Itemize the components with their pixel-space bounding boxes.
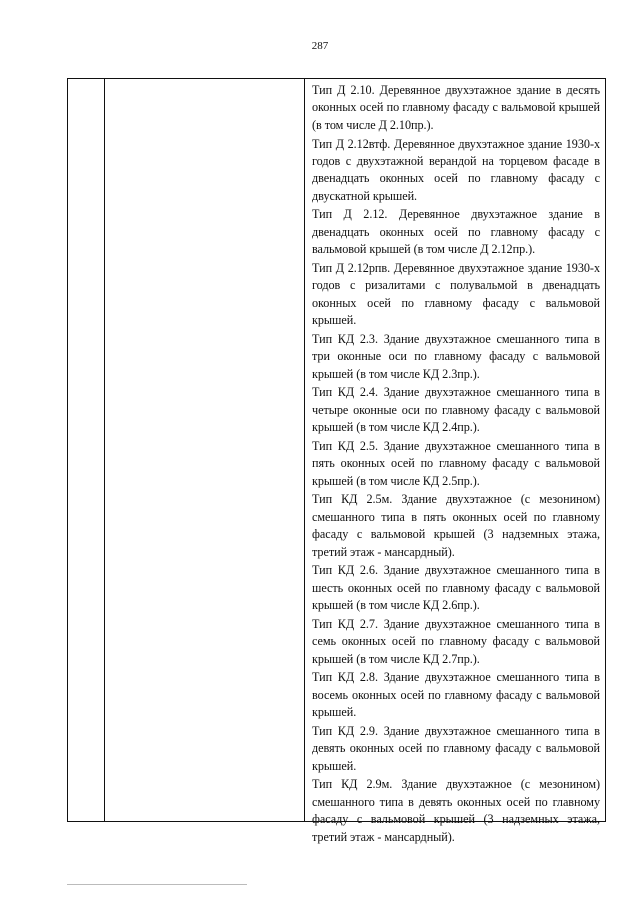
footer-divider xyxy=(67,884,247,885)
list-item: Тип Д 2.10. Деревянное двухэтажное здание в десять оконных осей по главному фасаду с вальмовой крышей (в том числе Д 2.10пр.). xyxy=(312,83,600,132)
list-item: Тип КД 2.9м. Здание двухэтажное (с мезонином) смешанного типа в девять оконных осей по главному фасаду с вальмовой крышей (3 надземных этажа, третий этаж - мансардный). xyxy=(312,777,600,844)
table-column-divider-2 xyxy=(304,79,305,821)
list-item: Тип КД 2.9. Здание двухэтажное смешанного типа в девять оконных осей по главному фасаду с вальмовой крышей. xyxy=(312,723,600,773)
list-item: Тип КД 2.4. Здание двухэтажное смешанного типа в четыре оконные оси по главному фасаду с вальмовой крышей (в том числе КД 2.4пр.). xyxy=(312,385,600,435)
list-item: Тип Д 2.12рпв. Деревянное двухэтажное здание 1930-х годов с ризалитами с полувальмой в двенадцать оконных осей по главному фасаду с вальмовой крышей. xyxy=(312,260,600,328)
table-column-divider-1 xyxy=(104,79,105,821)
list-item: Тип Д 2.12. Деревянное двухэтажное здание в двенадцать оконных осей по главному фасаду с вальмовой крышей (в том числе Д 2.12пр.). xyxy=(312,207,600,257)
building-type-list xyxy=(312,82,600,847)
list-item: Тип КД 2.5м. Здание двухэтажное (с мезонином) смешанного типа в пять оконных осей по главному фасаду с вальмовой крышей (3 надземных этажа, третий этаж - мансардный). xyxy=(312,492,600,559)
page-number: 287 xyxy=(311,40,329,52)
building-types-table xyxy=(67,78,606,844)
list-item: Тип КД 2.5. Здание двухэтажное смешанного типа в пять оконных осей по главному фасаду с вальмовой крышей (в том числе КД 2.5пр.). xyxy=(312,438,600,488)
list-item: Тип КД 2.8. Здание двухэтажное смешанного типа в восемь оконных осей по главному фасаду с вальмовой крышей. xyxy=(312,670,600,720)
list-item: Тип КД 2.3. Здание двухэтажное смешанного типа в три оконные оси по главному фасаду с вальмовой крышей (в том числе КД 2.3пр.). xyxy=(312,331,600,381)
list-item: Тип КД 2.7. Здание двухэтажное смешанного типа в семь оконных осей по главному фасаду с вальмовой крышей (в том числе КД 2.7пр.). xyxy=(312,616,600,666)
list-item: Тип КД 2.6. Здание двухэтажное смешанного типа в шесть оконных осей по главному фасаду с вальмовой крышей (в том числе КД 2.6пр.). xyxy=(312,563,600,613)
list-item: Тип Д 2.12втф. Деревянное двухэтажное здание 1930-х годов с двухэтажной верандой на торцевом фасаде в двенадцать оконных осей по главному фасаду с двускатной крышей. xyxy=(312,136,600,203)
